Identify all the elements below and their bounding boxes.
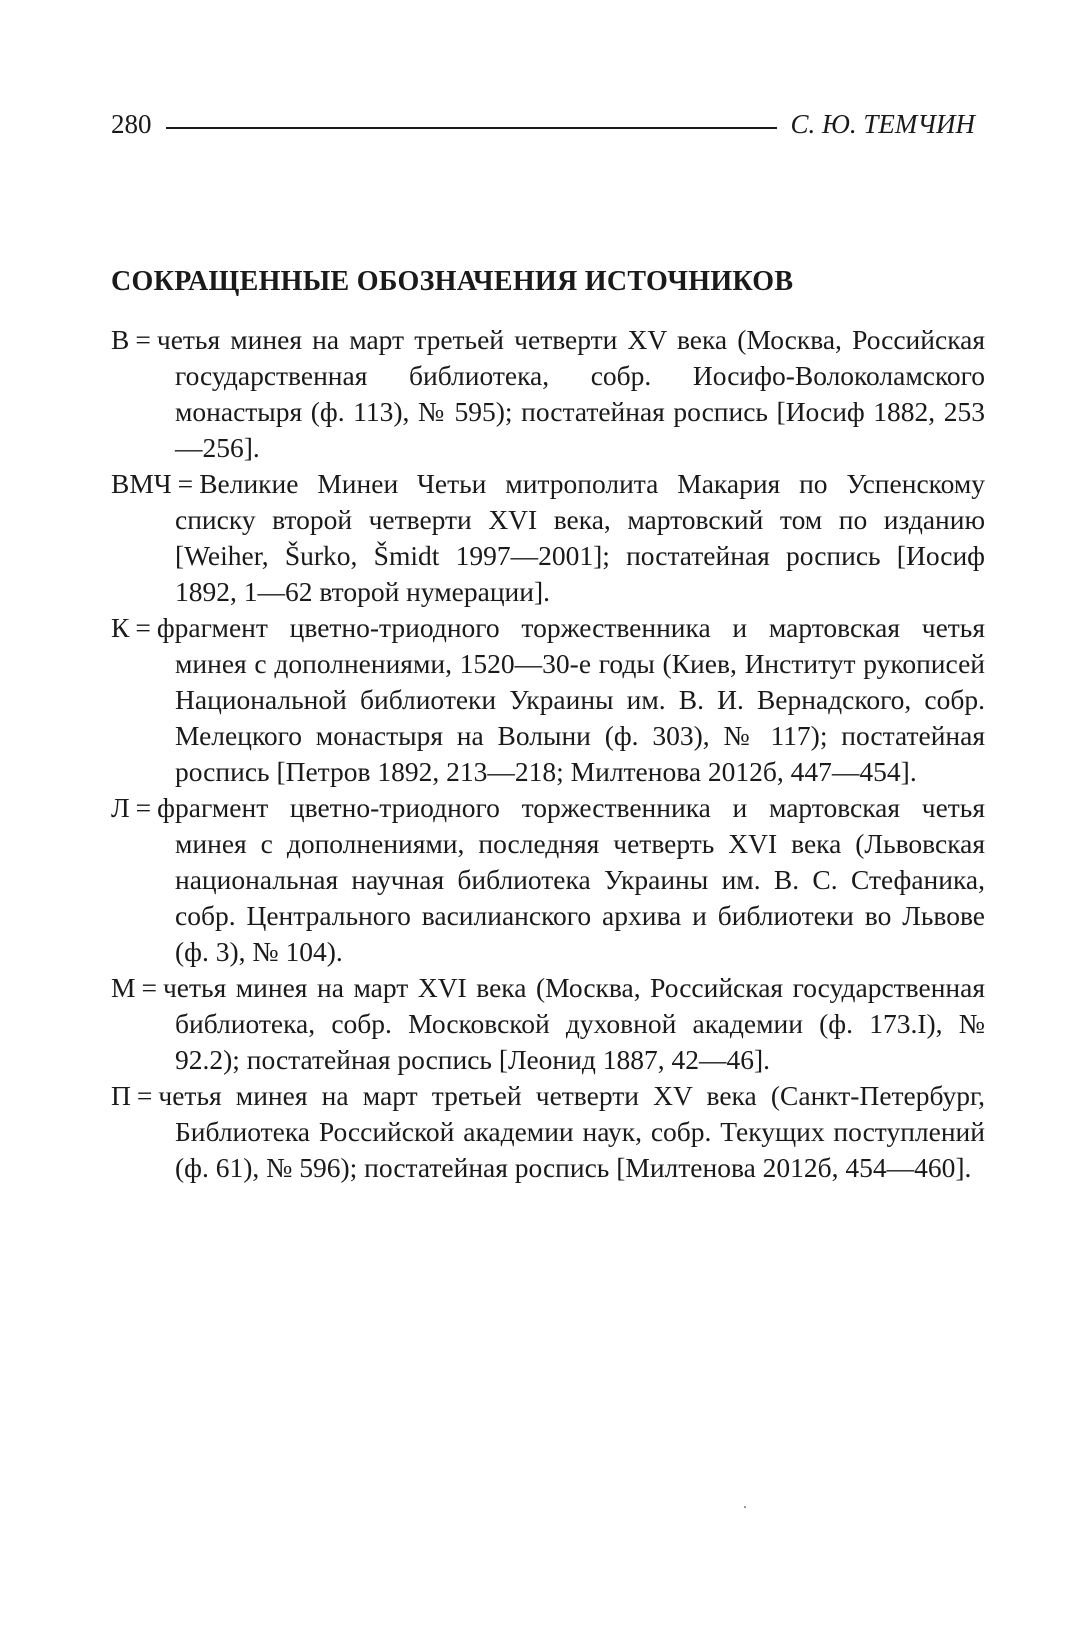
entry-code: М [111,972,136,1003]
abbreviation-entry [111,970,985,1078]
running-head [111,104,975,144]
entry-code: Л [111,792,130,823]
abbreviation-entry [111,466,985,610]
scan-speck [744,1506,746,1508]
entry-code: П [111,1080,131,1111]
abbreviation-list [111,322,985,1186]
entry-text: четья минея на март третьей четверти XV века (Санкт-Петербург, Библиотека Российской академии наук, собр. Текущих поступлений (ф. 61), № 596); постатейная роспись [Милтенова 2012б, 454—460]. [158,1080,985,1183]
header-rule [166,127,777,129]
page-number: 280 [111,108,152,139]
entry-text: четья минея на март XVI века (Москва, Российская государственная библиотека, собр. Московской духовной академии (ф. 173.I), № 92.2); постатейная роспись [Леонид 1887, 42—46]. [162,972,985,1075]
entry-equals: = [136,1080,153,1111]
section-title: СОКРАЩЕННЫЕ ОБОЗНАЧЕНИЯ ИСТОЧНИКОВ [111,266,794,297]
running-author: С. Ю. ТЕМЧИН [790,108,975,139]
entry-equals: = [135,792,152,823]
entry-code: К [111,612,130,643]
entry-text: фрагмент цветно-триодного торжественника и мартовская четья минея с дополнениями, 1520—30-е годы (Киев, Институт рукописей Национальной библиотеки Украины им. В. И. Вернадского, собр. Мелецкого монастыря на Волыни (ф. 303), № 117); постатейная роспись [Петров 1892, 213—218; Милтенова 2012б, 447—454]. [156,612,985,787]
abbreviation-entry [111,610,985,790]
entry-text: Великие Минеи Четьи митрополита Макария по Успенскому списку второй четверти XVI века, мартовский том по изданию [Weiher, Šurko, Šmidt 1997—2001]; постатейная роспись [Иосиф 1892, 1—62 второй нумерации]. [175,468,985,607]
entry-code: ВМЧ [111,468,172,499]
entry-text: фрагмент цветно-триодного торжественника и мартовская четья минея с дополнениями, последняя четверть XVI века (Львовская национальная научная библиотека Украины им. В. С. Стефаника, собр. Центрального василианского архива и библиотеки во Львове (ф. 3), № 104). [157,792,985,967]
abbreviation-entry [111,790,985,970]
abbreviation-entry [111,322,985,466]
abbreviation-entry [111,1078,985,1186]
entry-equals: = [135,324,151,355]
entry-text: четья минея на март третьей четверти XV века (Москва, Российская государственная библиотека, собр. Иосифо-Волоколамского монастыря (ф. 113), № 595); постатейная роспись [Иосиф 1882, 253—256]. [156,324,985,463]
entry-code: В [111,324,130,355]
entry-equals: = [177,468,194,499]
entry-equals: = [141,972,157,1003]
entry-equals: = [135,612,151,643]
